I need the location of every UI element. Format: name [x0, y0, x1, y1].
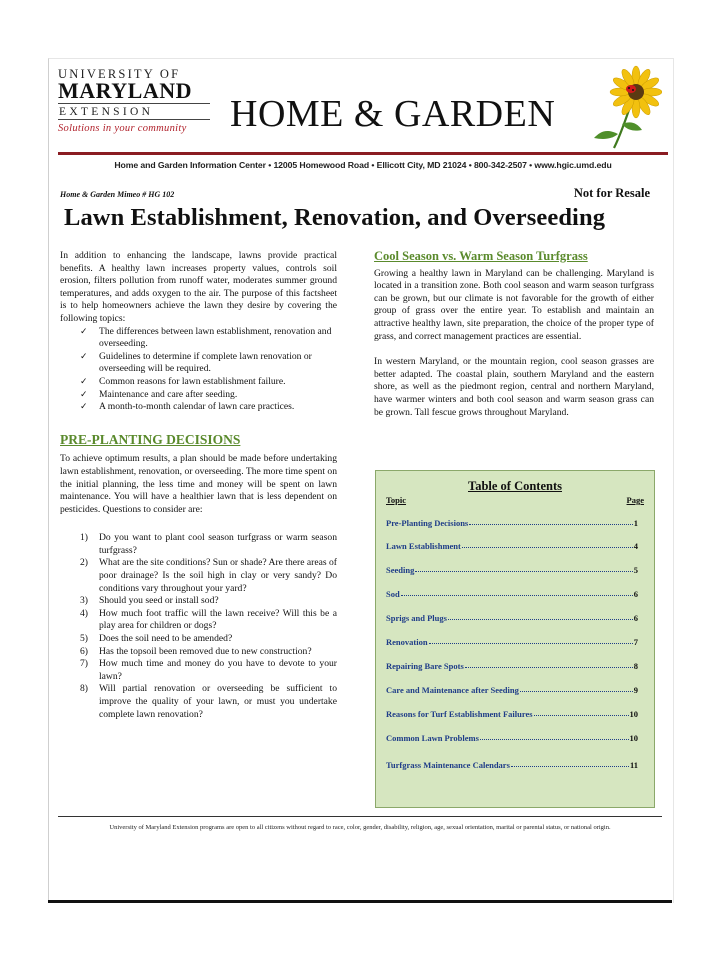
toc-item-problems[interactable]: Common Lawn Problems 10 — [386, 733, 638, 743]
checkmark-icon: ✓ — [80, 389, 88, 400]
question-item: 4) How much foot traffic will the lawn receive? Will this be a play area for children or dogs? — [80, 607, 337, 632]
topic-checklist — [60, 326, 337, 414]
preplanting-heading: PRE-PLANTING DECISIONS — [60, 431, 241, 447]
question-item: 1) Do you want to plant cool season turfgrass or warm season turfgrass? — [80, 532, 337, 556]
mimeo-number: Home & Garden Mimeo # HG 102 — [60, 190, 175, 199]
nondiscrimination-footer: University of Maryland Extension programs are open to all citizens without regard to race, color, gender, disability, religion, age, sexual orientation, marital or parental status, or national origin. — [109, 824, 611, 831]
toc-item-sod[interactable]: Sod 6 — [386, 589, 638, 599]
question-item: 8) Will partial renovation or overseeding be sufficient to improve the quality of your lawn, or must you undertake complete lawn renovation? — [80, 683, 337, 720]
checkmark-icon: ✓ — [80, 402, 88, 413]
question-item: 7) How much time and money do you have to devote to your lawn? — [80, 658, 337, 682]
checkmark-icon: ✓ — [80, 326, 88, 337]
toc-item-sprigs-plugs[interactable]: Sprigs and Plugs 6 — [386, 613, 638, 623]
toc-item-preplanting[interactable]: Pre-Planting Decisions 1 — [386, 518, 638, 528]
question-item: 5) Does the soil need to be amended? — [80, 633, 233, 645]
checklist-item: ✓ Common reasons for lawn establishment failure. — [80, 375, 286, 387]
intro-paragraph: In addition to enhancing the landscape, lawns provide practical benefits. A healthy lawn increases property values, controls soil erosion, filters pollution from runoff water, moderates summer ground temperatures, and adds oxygen to the air. The purpose of this factsheet is to help homeowners achieve the lawn they desire by covering the following topics: — [60, 250, 337, 324]
logo-line-maryland: MARYLAND — [58, 78, 192, 103]
toc-item-seeding[interactable]: Seeding 5 — [386, 565, 638, 575]
coolwarm-heading: Cool Season vs. Warm Season Turfgrass — [374, 249, 588, 263]
toc-item-lawn-establishment[interactable]: Lawn Establishment 4 — [386, 541, 638, 551]
toc-item-bare-spots[interactable]: Repairing Bare Spots 8 — [386, 661, 638, 671]
logo-line-extension: EXTENSION — [58, 103, 210, 120]
footer-rule — [58, 816, 662, 817]
toc-topic-header: Topic — [386, 495, 407, 505]
coolwarm-paragraph-1: Growing a healthy lawn in Maryland can be challenging. Maryland is located in a transition zone. Both cool season and warm season turfgrass can be grown, but our climate is not favorable for the growth of either group of grass over the entire year. To establish and maintain an attractive healthy lawn, site preparation, the choice of the proper type of grass, and correct management practices are essential. — [374, 267, 654, 342]
checklist-item: ✓ A month-to-month calendar of lawn care practices. — [80, 401, 295, 413]
umd-extension-logo — [58, 68, 210, 134]
checklist-item: ✓ The differences between lawn establishment, renovation and overseeding. — [80, 325, 332, 350]
checkmark-icon: ✓ — [80, 351, 88, 362]
question-item: 2) What are the site conditions? Sun or shade? Are there areas of poor drainage? Is the soil high in clay or very sandy? Do conditions vary throughout your yard? — [80, 557, 337, 594]
question-item: 3) Should you seed or install sod? — [80, 595, 219, 607]
logo-line-university: UNIVERSITY OF — [58, 67, 181, 81]
preplanting-paragraph: To achieve optimum results, a plan should be made before undertaking lawn establishment, renovation, or overseeding. The more time spent on the initial planning, the less time and money will be spent on lawn maintenance. You will have a healthier lawn that is less dependent on pesticides. Questions to consider are: — [60, 453, 337, 515]
toc-title: Table of Contents — [468, 479, 562, 493]
toc-item-calendars[interactable]: Turfgrass Maintenance Calendars 11 — [386, 760, 638, 770]
page-bottom-rule — [48, 900, 672, 903]
toc-item-renovation[interactable]: Renovation 7 — [386, 637, 638, 647]
home-garden-title: HOME & GARDEN — [230, 93, 556, 135]
toc-page-header: Page — [626, 495, 644, 505]
coolwarm-paragraph-2: In western Maryland, or the mountain region, cool season grasses are better adapted. The coastal plain, southern Maryland and the eastern shore, as well as the piedmont region, central and northern Maryland, have warmer winters and both cool season and warm season grass can be grown. Tall fescue grows throughout Maryland. — [374, 356, 654, 418]
not-for-resale: Not for Resale — [573, 186, 650, 200]
toc-item-care-maintenance[interactable]: Care and Maintenance after Seeding 9 — [386, 685, 638, 695]
checklist-item: ✓ Maintenance and care after seeding. — [80, 388, 238, 400]
logo-tagline: Solutions in your community — [58, 123, 187, 134]
right-column — [374, 250, 654, 419]
header-rule — [58, 152, 668, 155]
question-item: 6) Has the topsoil been removed due to new construction? — [80, 645, 312, 657]
toc-item-failures[interactable]: Reasons for Turf Establishment Failures 10 — [386, 709, 638, 719]
document-title: Lawn Establishment, Renovation, and Overseeding — [64, 204, 606, 231]
checkmark-icon: ✓ — [80, 376, 88, 387]
questions-list — [60, 532, 337, 721]
checklist-item: ✓ Guidelines to determine if complete lawn renovation or overseeding will be required. — [80, 350, 312, 375]
table-of-contents — [375, 470, 655, 808]
center-address: Home and Garden Information Center • 12005 Homewood Road • Ellicott City, MD 21024 • 800-342-2507 • www.hgic.umd.edu — [114, 160, 612, 170]
left-column — [60, 250, 337, 721]
sunflower-ladybug-icon — [592, 62, 662, 152]
